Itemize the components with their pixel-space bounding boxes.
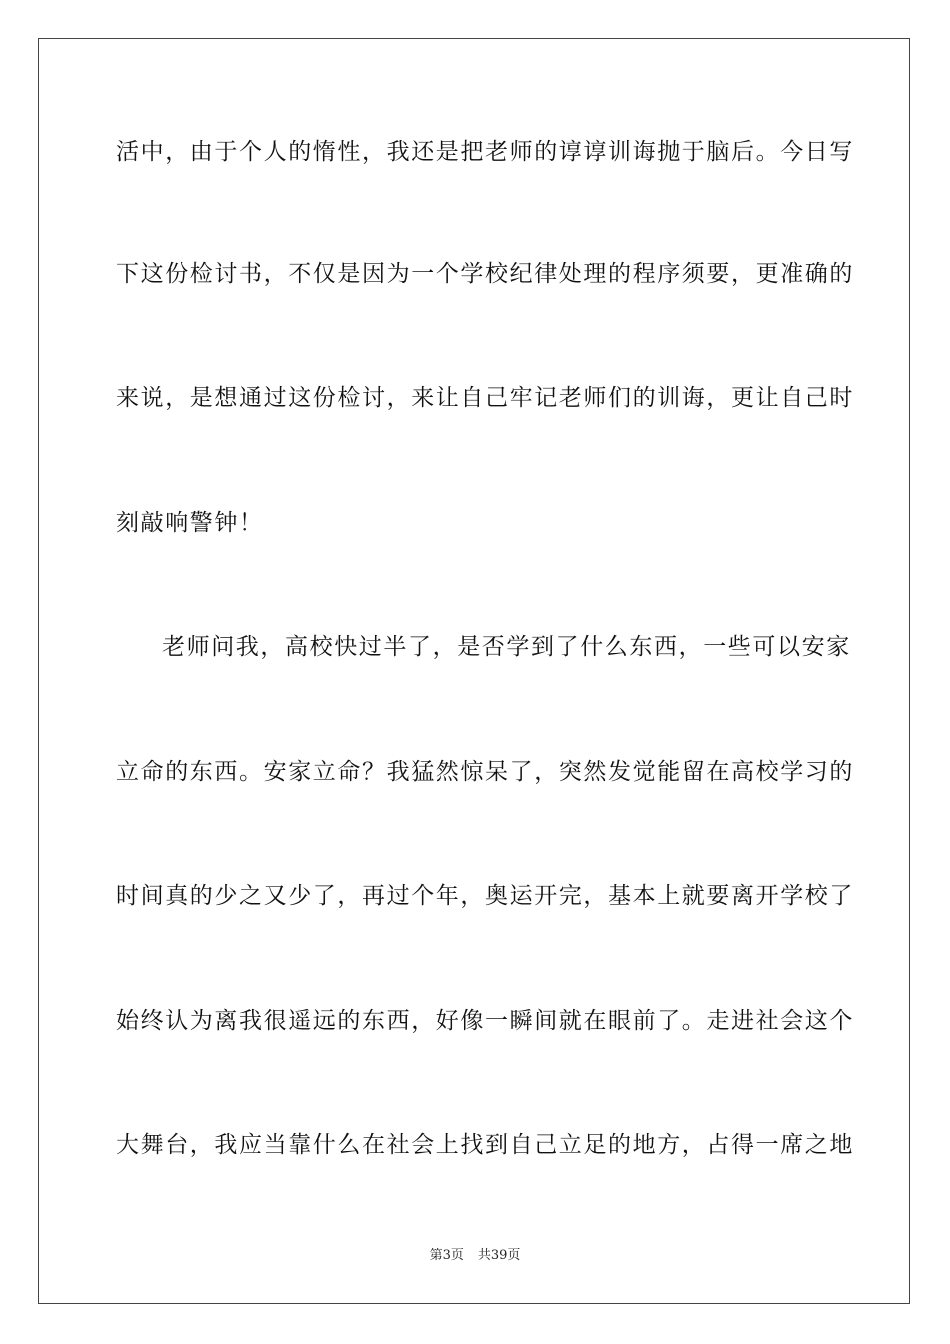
- body-text-line: 来说，是想通过这份检讨，来让自己牢记老师们的训诲，更让自己时: [116, 385, 854, 411]
- page-border: [38, 38, 910, 1304]
- paragraph-first-line: 老师问我，高校快过半了，是否学到了什么东西，一些可以安家: [162, 634, 851, 660]
- body-text-line: 活中，由于个人的惰性，我还是把老师的谆谆训诲抛于脑后。今日写: [116, 139, 854, 165]
- page-number: 第3页: [429, 1248, 464, 1263]
- body-text-line: 大舞台，我应当靠什么在社会上找到自己立足的地方，占得一席之地: [116, 1132, 854, 1158]
- body-text-line: 时间真的少之又少了，再过个年，奥运开完，基本上就要离开学校了: [116, 883, 854, 909]
- body-text-line: 立命的东西。安家立命？我猛然惊呆了，突然发觉能留在高校学习的: [116, 759, 854, 785]
- page-footer: [0, 1247, 950, 1265]
- body-text-line: 刻敲响警钟！: [116, 510, 264, 536]
- body-text-line: 下这份检讨书，不仅是因为一个学校纪律处理的程序须要，更准确的: [116, 261, 854, 287]
- page-total: 共39页: [477, 1248, 521, 1263]
- body-text-line: 始终认为离我很遥远的东西，好像一瞬间就在眼前了。走进社会这个: [116, 1008, 854, 1034]
